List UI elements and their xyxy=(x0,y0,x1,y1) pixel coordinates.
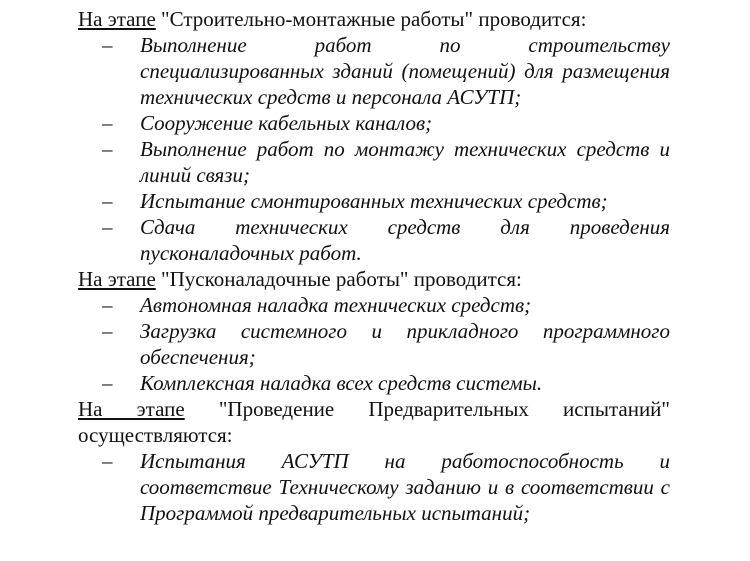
list-item: – Испытания АСУТП на работоспособность и соответствие Техническому заданию и в соответствии с Программой предварительных испытаний; xyxy=(102,449,670,525)
dash-marker: – xyxy=(102,189,113,213)
task-list xyxy=(78,292,670,396)
list-item: – Загрузка системного и прикладного программного обеспечения; xyxy=(102,319,670,369)
section-prefix: На этапе xyxy=(78,397,185,421)
section-prefix: На этапе xyxy=(78,267,156,291)
list-item: – Выполнение работ по монтажу технических средств и линий связи; xyxy=(102,137,670,187)
dash-marker: – xyxy=(102,33,113,57)
section-title: "Проведение Предварительных испытаний" осуществляются: xyxy=(78,397,670,447)
dash-marker: – xyxy=(102,111,113,135)
section-construction xyxy=(78,6,670,266)
dash-marker: – xyxy=(102,137,113,161)
list-item: – Испытание смонтированных технических средств; xyxy=(102,189,608,213)
task-list xyxy=(78,448,670,526)
dash-marker: – xyxy=(102,215,113,239)
section-prefix: На этапе xyxy=(78,7,156,31)
section-title: "Пусконаладочные работы" проводится: xyxy=(155,267,522,291)
list-item: – Автономная наладка технических средств; xyxy=(102,293,532,317)
section-heading xyxy=(78,396,670,448)
section-preliminary-tests xyxy=(78,396,670,526)
list-item: – Выполнение работ по строительству специализированных зданий (помещений) для размещения технических средств и персонала АСУТП; xyxy=(102,33,670,109)
list-item: – Сдача технических средств для проведения пусконаладочных работ. xyxy=(102,215,670,265)
section-heading xyxy=(78,6,670,32)
section-heading xyxy=(78,266,670,292)
section-title: "Строительно-монтажные работы" проводится: xyxy=(155,7,587,31)
dash-marker: – xyxy=(102,449,113,473)
dash-marker: – xyxy=(102,319,113,343)
task-list xyxy=(78,32,670,266)
dash-marker: – xyxy=(102,293,113,317)
section-commissioning xyxy=(78,266,670,396)
list-item: – Сооружение кабельных каналов; xyxy=(102,111,433,135)
document-page xyxy=(78,6,670,526)
dash-marker: – xyxy=(102,371,113,395)
list-item: – Комплексная наладка всех средств системы. xyxy=(102,371,543,395)
